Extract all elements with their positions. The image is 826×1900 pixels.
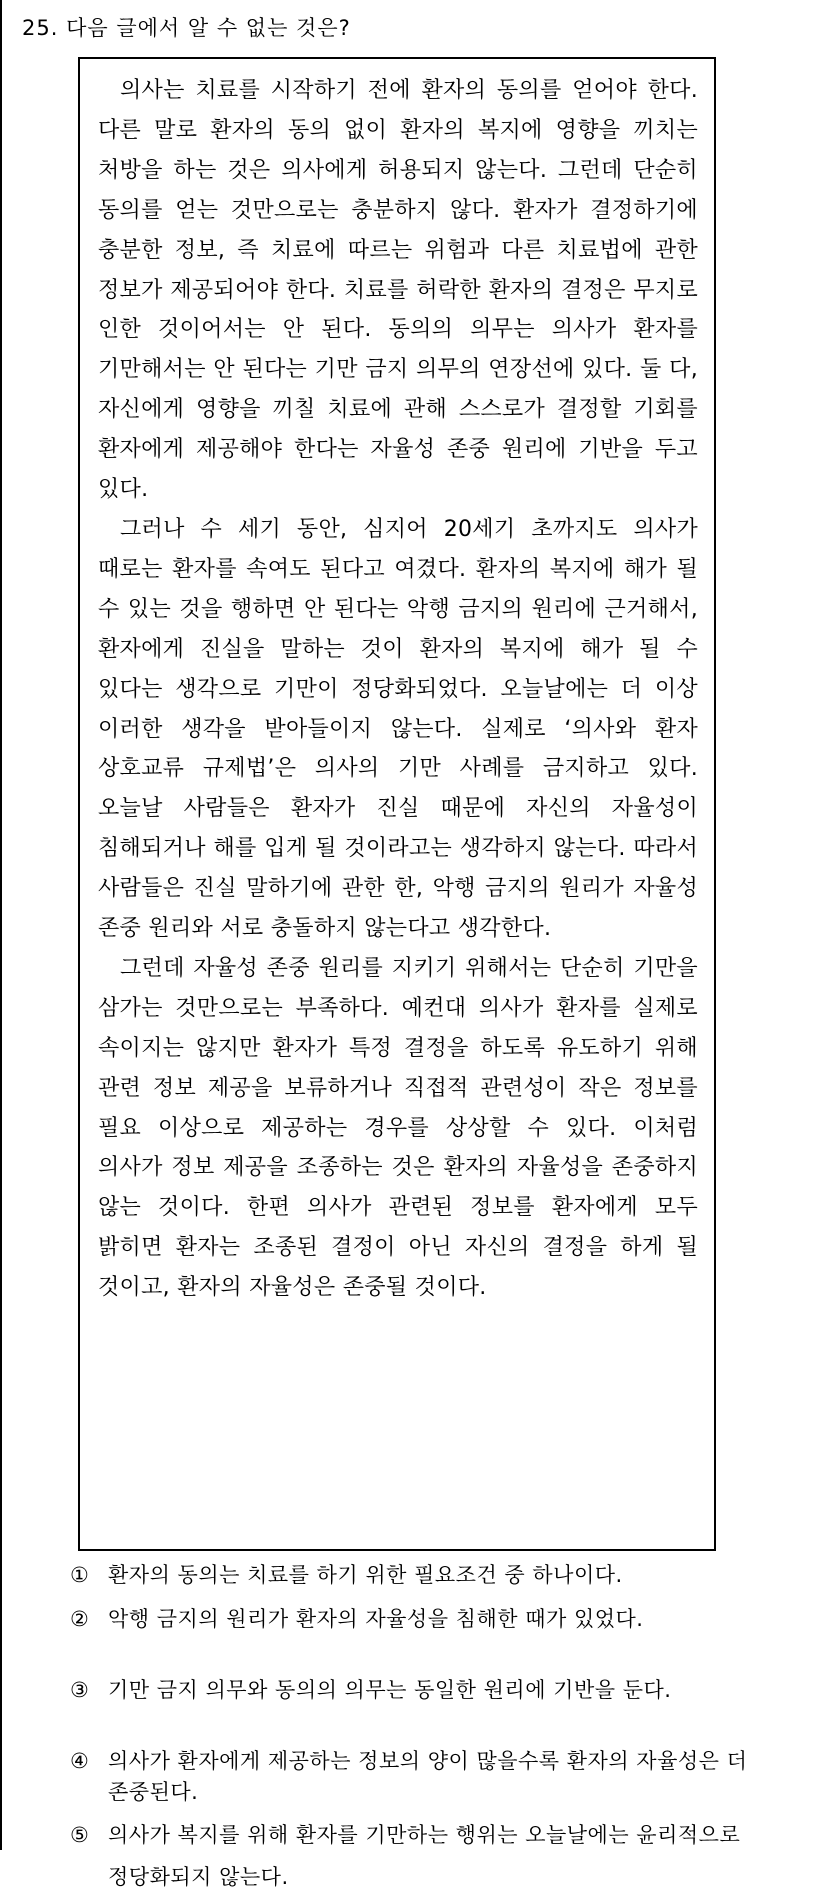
answer-choice-3[interactable] (70, 1675, 760, 1706)
choice-text: 환자의 동의는 치료를 하기 위한 필요조건 중 하나이다. (108, 1563, 623, 1587)
passage-box (78, 57, 716, 1551)
choice-number: ③ (70, 1678, 89, 1702)
passage-paragraph-2: 그러나 수 세기 동안, 심지어 20세기 초까지도 의사가 때로는 환자를 속여도 된다고 여겼다. 환자의 복지에 해가 될 수 있는 것을 행하면 안 된다는 악행 금지의 원리에 근거해서, 환자에게 진실을 말하는 것이 환자의 복지에 해가 될 수 있다는 생각으로 기만이 정당화되었다. 오늘날에는 더 이상 이러한 생각을 받아들이지 않는다. 실제로 ‘의사와 환자 상호교류 규제법’은 의사의 기만 사례를 금지하고 있다. 오늘날 사람들은 환자가 진실 때문에 자신의 자율성이 침해되거나 해를 입게 될 것이라고는 생각하지 않는다. 따라서 사람들은 진실 말하기에 관한 한, 악행 금지의 원리가 자율성 존중 원리와 서로 충돌하지 않는다고 생각한다. (98, 516, 698, 942)
answer-choice-1[interactable] (70, 1560, 760, 1591)
passage-paragraph-3: 그런데 자율성 존중 원리를 지키기 위해서는 단순히 기만을 삼가는 것만으로는 부족하다. 예컨대 의사가 환자를 실제로 속이지는 않지만 환자가 특정 결정을 하도록 유도하기 위해 관련 정보 제공을 보류하거나 직접적 관련성이 작은 정보를 필요 이상으로 제공하는 경우를 상상할 수 있다. 이처럼 의사가 정보 제공을 조종하는 것은 환자의 자율성을 존중하지 않는 것이다. 한편 의사가 관련된 정보를 환자에게 모두 밝히면 환자는 조종된 결정이 아닌 자신의 결정을 하게 될 것이고, 환자의 자율성은 존중될 것이다. (98, 955, 698, 1301)
choice-text: 의사가 환자에게 제공하는 정보의 양이 많을수록 환자의 자율성은 더 존중된다. (108, 1749, 748, 1804)
passage-paragraph-1: 의사는 치료를 시작하기 전에 환자의 동의를 얻어야 한다. 다른 말로 환자의 동의 없이 환자의 복지에 영향을 끼치는 처방을 하는 것은 의사에게 허용되지 않는다. 그런데 단순히 동의를 얻는 것만으로는 충분하지 않다. 환자가 결정하기에 충분한 정보, 즉 치료에 따르는 위험과 다른 치료법에 관한 정보가 제공되어야 한다. 치료를 허락한 환자의 결정은 무지로 인한 것이어서는 안 된다. 동의의 의무는 의사가 환자를 기만해서는 안 된다는 기만 금지 의무의 연장선에 있다. 둘 다, 자신에게 영향을 끼칠 치료에 관해 스스로가 결정할 기회를 환자에게 제공해야 한다는 자율성 존중 원리에 기반을 두고 있다. (98, 78, 698, 503)
choice-text: 기만 금지 의무와 동의의 의무는 동일한 원리에 기반을 둔다. (108, 1678, 672, 1702)
question-header (22, 12, 351, 42)
choice-number: ⑤ (70, 1823, 89, 1847)
choice-text: 의사가 복지를 위해 환자를 기만하는 행위는 오늘날에는 윤리적으로 정당화되지 않는다. (108, 1823, 741, 1889)
question-prompt: 다음 글에서 알 수 없는 것은? (66, 16, 351, 40)
choice-number: ① (70, 1563, 89, 1587)
choice-number: ② (70, 1607, 89, 1631)
question-number: 25. (22, 16, 59, 40)
answer-choice-2[interactable] (70, 1604, 760, 1635)
answer-choice-5[interactable] (70, 1814, 760, 1898)
answer-choice-4[interactable] (70, 1746, 760, 1808)
choice-text: 악행 금지의 원리가 환자의 자율성을 침해한 때가 있었다. (108, 1607, 644, 1631)
left-margin-rule (0, 0, 2, 1850)
choice-number: ④ (70, 1749, 89, 1773)
